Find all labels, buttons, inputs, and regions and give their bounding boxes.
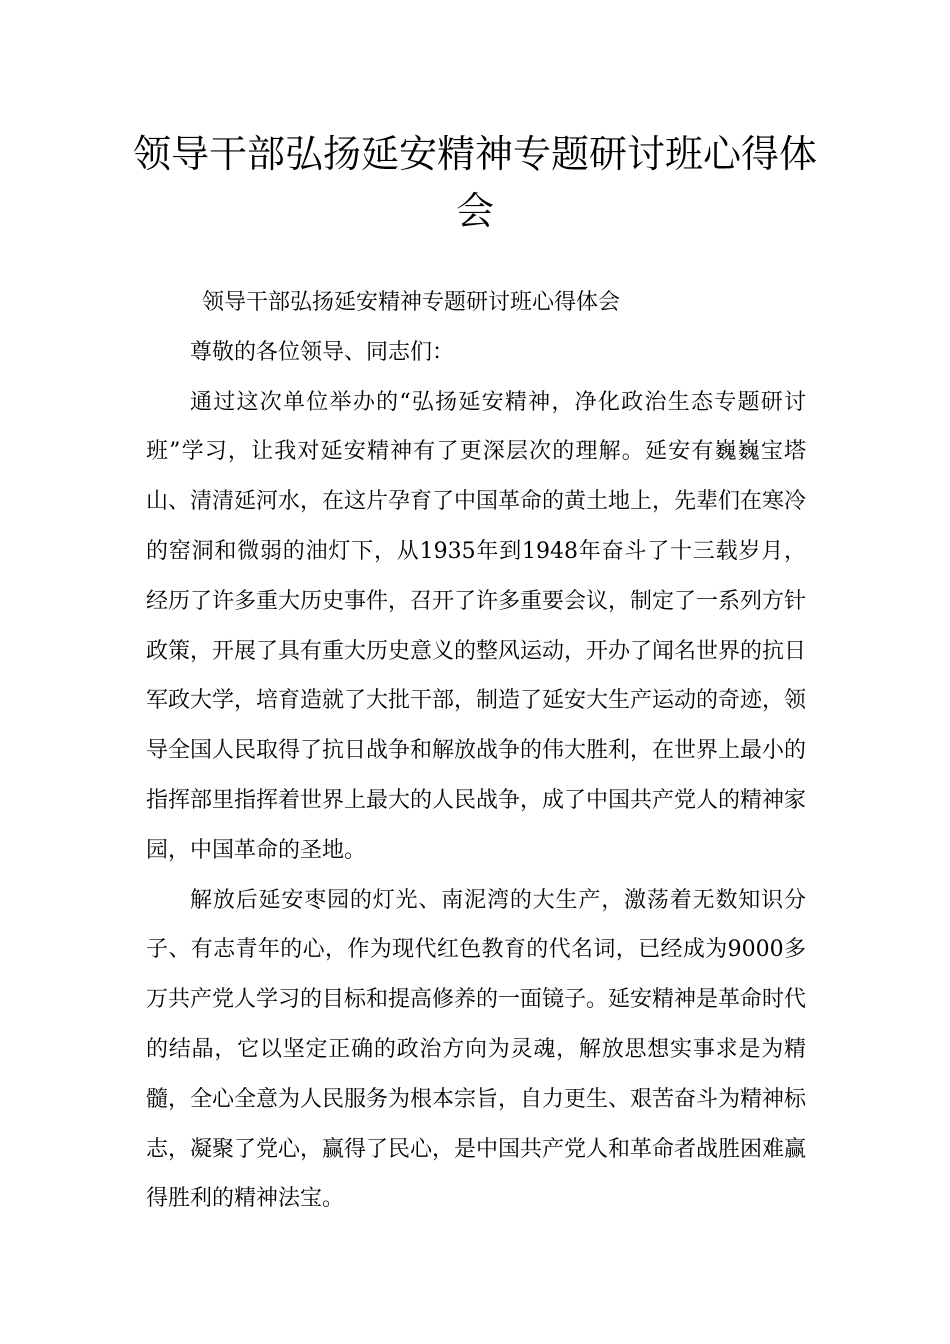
document-body <box>146 278 806 1224</box>
paragraph-2: 解放后延安枣园的灯光、南泥湾的大生产，激荡着无数知识分子、有志青年的心，作为现代红色教育的代名词，已经成为9000多万共产党人学习的目标和提高修养的一面镜子。延安精神是革命时代的结晶，它以坚定正确的政治方向为灵魂，解放思想实事求是为精髓，全心全意为人民服务为根本宗旨，自力更生、艰苦奋斗为精神标志，凝聚了党心，赢得了民心，是中国共产党人和革命者战胜困难赢得胜利的精神法宝。 <box>146 887 807 1212</box>
document-title: 领导干部弘扬延安精神专题研讨班心得体会 <box>132 132 817 233</box>
salutation: 尊敬的各位领导、同志们： <box>190 339 455 365</box>
paragraph-1: 通过这次单位举办的“弘扬延安精神，净化政治生态专题研讨班”学习，让我对延安精神有了更深层次的理解。延安有巍巍宝塔山、清清延河水，在这片孕育了中国革命的黄土地上，先辈们在寒冷的窑洞和微弱的油灯下，从1935年到1948年奋斗了十三载岁月，经历了许多重大历史事件，召开了许多重要会议，制定了一系列方针政策，开展了具有重大历史意义的整风运动，开办了闻名世界的抗日军政大学，培育造就了大批干部，制造了延安大生产运动的奇迹，领导全国人民取得了抗日战争和解放战争的伟大胜利，在世界上最小的指挥部里指挥着世界上最大的人民战争，成了中国共产党人的精神家园，中国革命的圣地。 <box>146 389 807 863</box>
document-subtitle: 领导干部弘扬延安精神专题研讨班心得体会 <box>202 290 621 315</box>
